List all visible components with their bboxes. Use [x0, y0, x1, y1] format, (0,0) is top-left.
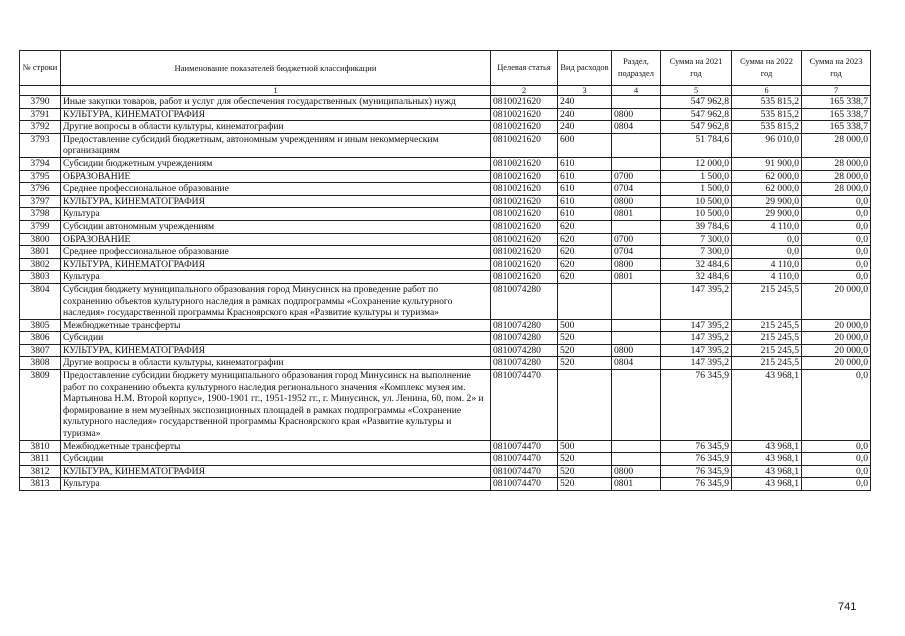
- col-header-sum-2021: Сумма на 2021 год: [661, 51, 732, 86]
- sum-2023: 0,0: [802, 465, 871, 478]
- row-number: 3807: [20, 344, 61, 357]
- expense-type: 610: [558, 208, 612, 221]
- row-number: 3808: [20, 357, 61, 370]
- section-subsection: [612, 283, 661, 319]
- sum-2023: 20 000,0: [802, 357, 871, 370]
- table-row: [20, 108, 871, 121]
- table-row: [20, 453, 871, 466]
- sum-2022: 62 000,0: [732, 183, 802, 196]
- expense-type: 620: [558, 246, 612, 259]
- expense-type: [558, 283, 612, 319]
- row-number: 3797: [20, 195, 61, 208]
- expense-type: 520: [558, 332, 612, 345]
- sum-2022: 215 245,5: [732, 319, 802, 332]
- section-subsection: 0800: [612, 465, 661, 478]
- row-number: 3800: [20, 233, 61, 246]
- sum-2021: 76 345,9: [661, 478, 732, 491]
- target-article: 0810021620: [491, 133, 558, 157]
- col-header-sum-2023: Сумма на 2023 год: [802, 51, 871, 86]
- indicator-name: ОБРАЗОВАНИЕ: [61, 170, 491, 183]
- table-row: [20, 121, 871, 134]
- sum-2022: 0,0: [732, 246, 802, 259]
- sum-2022: 62 000,0: [732, 170, 802, 183]
- table-row: [20, 332, 871, 345]
- col-header-row-no: № строки: [20, 51, 61, 86]
- target-article: 0810021620: [491, 170, 558, 183]
- row-number: 3811: [20, 453, 61, 466]
- target-article: 0810021620: [491, 157, 558, 170]
- sum-2022: 43 968,1: [732, 440, 802, 453]
- table-row: [20, 258, 871, 271]
- target-article: 0810021620: [491, 96, 558, 109]
- table-row: [20, 170, 871, 183]
- indicator-name: Среднее профессиональное образование: [61, 183, 491, 196]
- expense-type: [558, 370, 612, 441]
- row-number: 3791: [20, 108, 61, 121]
- row-number: 3802: [20, 258, 61, 271]
- sum-2022: 29 900,0: [732, 195, 802, 208]
- section-subsection: 0800: [612, 108, 661, 121]
- target-article: 0810074280: [491, 344, 558, 357]
- sum-2022: 4 110,0: [732, 258, 802, 271]
- sum-2021: 147 395,2: [661, 357, 732, 370]
- column-number: 4: [612, 86, 661, 96]
- row-number: 3805: [20, 319, 61, 332]
- section-subsection: [612, 319, 661, 332]
- target-article: 0810074280: [491, 319, 558, 332]
- sum-2023: 28 000,0: [802, 133, 871, 157]
- target-article: 0810021620: [491, 258, 558, 271]
- row-number: 3801: [20, 246, 61, 259]
- sum-2023: 28 000,0: [802, 157, 871, 170]
- row-number: 3792: [20, 121, 61, 134]
- indicator-name: Культура: [61, 478, 491, 491]
- section-subsection: [612, 453, 661, 466]
- target-article: 0810074280: [491, 283, 558, 319]
- sum-2023: 28 000,0: [802, 183, 871, 196]
- expense-type: 620: [558, 271, 612, 284]
- expense-type: 240: [558, 108, 612, 121]
- sum-2022: 215 245,5: [732, 357, 802, 370]
- sum-2021: 147 395,2: [661, 319, 732, 332]
- sum-2021: 76 345,9: [661, 370, 732, 441]
- sum-2021: 39 784,6: [661, 220, 732, 233]
- target-article: 0810074280: [491, 332, 558, 345]
- table-row: [20, 370, 871, 441]
- table-row: [20, 233, 871, 246]
- expense-type: 240: [558, 96, 612, 109]
- target-article: 0810021620: [491, 195, 558, 208]
- row-number: 3812: [20, 465, 61, 478]
- table-row: [20, 271, 871, 284]
- indicator-name: Среднее профессиональное образование: [61, 246, 491, 259]
- sum-2023: 20 000,0: [802, 344, 871, 357]
- target-article: 0810021620: [491, 233, 558, 246]
- indicator-name: Культура: [61, 208, 491, 221]
- section-subsection: 0801: [612, 478, 661, 491]
- indicator-name: Межбюджетные трансферты: [61, 319, 491, 332]
- expense-type: 620: [558, 220, 612, 233]
- target-article: 0810021620: [491, 220, 558, 233]
- sum-2023: 28 000,0: [802, 170, 871, 183]
- table-row: [20, 208, 871, 221]
- indicator-name: ОБРАЗОВАНИЕ: [61, 233, 491, 246]
- sum-2021: 547 962,8: [661, 121, 732, 134]
- expense-type: 610: [558, 195, 612, 208]
- row-number: 3809: [20, 370, 61, 441]
- column-number: 6: [732, 86, 802, 96]
- row-number: 3806: [20, 332, 61, 345]
- expense-type: 240: [558, 121, 612, 134]
- sum-2021: 10 500,0: [661, 195, 732, 208]
- sum-2023: 0,0: [802, 208, 871, 221]
- sum-2021: 1 500,0: [661, 183, 732, 196]
- sum-2021: 76 345,9: [661, 440, 732, 453]
- target-article: 0810021620: [491, 271, 558, 284]
- sum-2023: 165 338,7: [802, 96, 871, 109]
- sum-2021: 7 300,0: [661, 233, 732, 246]
- target-article: 0810074470: [491, 465, 558, 478]
- sum-2021: 32 484,6: [661, 271, 732, 284]
- indicator-name: Другие вопросы в области культуры, кинематографии: [61, 357, 491, 370]
- row-number: 3790: [20, 96, 61, 109]
- indicator-name: КУЛЬТУРА, КИНЕМАТОГРАФИЯ: [61, 465, 491, 478]
- table-row: [20, 246, 871, 259]
- sum-2023: 0,0: [802, 195, 871, 208]
- target-article: 0810021620: [491, 246, 558, 259]
- indicator-name: Культура: [61, 271, 491, 284]
- indicator-name: Предоставление субсидии бюджету муниципального образования город Минусинск на выполнение работ по сохранению объекта культурного наследия регионального значения «Комплекс музея им. Мартьянова Н.М. Второй корпус», 1900-1901 гг., 1951-1952 гг., г. Минусинск, ул. Ленина, 60, пом. 2» и формирование в нем музейных экспозиционных площадей в рамках подпрограммы «Сохранение культурного наследия» государственной программы Красноярского края «Развитие культуры и туризма»: [61, 370, 491, 441]
- col-header-razd: Раздел, подраздел: [612, 51, 661, 86]
- section-subsection: 0800: [612, 258, 661, 271]
- sum-2023: 0,0: [802, 370, 871, 441]
- sum-2023: 0,0: [802, 271, 871, 284]
- row-number: 3813: [20, 478, 61, 491]
- page-number: 741: [838, 601, 857, 613]
- indicator-name: КУЛЬТУРА, КИНЕМАТОГРАФИЯ: [61, 344, 491, 357]
- sum-2022: 96 010,0: [732, 133, 802, 157]
- indicator-name: КУЛЬТУРА, КИНЕМАТОГРАФИЯ: [61, 108, 491, 121]
- target-article: 0810074470: [491, 478, 558, 491]
- sum-2022: 215 245,5: [732, 344, 802, 357]
- table-row: [20, 344, 871, 357]
- row-number: 3795: [20, 170, 61, 183]
- expense-type: 620: [558, 258, 612, 271]
- column-number: 3: [558, 86, 612, 96]
- section-subsection: [612, 370, 661, 441]
- section-subsection: [612, 157, 661, 170]
- sum-2022: 4 110,0: [732, 220, 802, 233]
- col-header-name: Наименование показателей бюджетной классификации: [61, 51, 491, 86]
- target-article: 0810021620: [491, 121, 558, 134]
- indicator-name: Субсидия бюджету муниципального образования город Минусинск на проведение работ по сохранению объектов культурного наследия в рамках подпрограммы «Сохранение культурного наследия» государственной программы Красноярского края «Развитие культуры и туризма»: [61, 283, 491, 319]
- expense-type: 500: [558, 319, 612, 332]
- sum-2022: 535 815,2: [732, 121, 802, 134]
- indicator-name: Субсидии: [61, 453, 491, 466]
- sum-2023: 0,0: [802, 440, 871, 453]
- sum-2022: 535 815,2: [732, 108, 802, 121]
- sum-2023: 20 000,0: [802, 319, 871, 332]
- expense-type: 520: [558, 357, 612, 370]
- target-article: 0810074470: [491, 440, 558, 453]
- table-row: [20, 195, 871, 208]
- column-number: 7: [802, 86, 871, 96]
- column-number-row: [20, 86, 871, 96]
- expense-type: 520: [558, 478, 612, 491]
- section-subsection: 0804: [612, 357, 661, 370]
- column-number: 5: [661, 86, 732, 96]
- indicator-name: Предоставление субсидий бюджетным, автономным учреждениям и иным некоммерческим организациям: [61, 133, 491, 157]
- sum-2023: 0,0: [802, 453, 871, 466]
- sum-2021: 147 395,2: [661, 344, 732, 357]
- row-number: 3804: [20, 283, 61, 319]
- row-number: 3803: [20, 271, 61, 284]
- indicator-name: КУЛЬТУРА, КИНЕМАТОГРАФИЯ: [61, 195, 491, 208]
- sum-2022: 43 968,1: [732, 453, 802, 466]
- col-header-code: Целевая статья: [491, 51, 558, 86]
- indicator-name: Субсидии бюджетным учреждениям: [61, 157, 491, 170]
- section-subsection: 0704: [612, 183, 661, 196]
- section-subsection: 0804: [612, 121, 661, 134]
- target-article: 0810074470: [491, 453, 558, 466]
- sum-2021: 147 395,2: [661, 283, 732, 319]
- sum-2022: 215 245,5: [732, 283, 802, 319]
- sum-2022: 0,0: [732, 233, 802, 246]
- section-subsection: [612, 133, 661, 157]
- section-subsection: [612, 96, 661, 109]
- col-header-vid: Вид расходов: [558, 51, 612, 86]
- sum-2023: 0,0: [802, 233, 871, 246]
- section-subsection: 0801: [612, 271, 661, 284]
- indicator-name: Субсидии: [61, 332, 491, 345]
- section-subsection: 0800: [612, 195, 661, 208]
- table-row: [20, 465, 871, 478]
- sum-2023: 0,0: [802, 246, 871, 259]
- sum-2023: 0,0: [802, 478, 871, 491]
- expense-type: 500: [558, 440, 612, 453]
- section-subsection: [612, 220, 661, 233]
- table-row: [20, 133, 871, 157]
- section-subsection: 0700: [612, 170, 661, 183]
- header-row: [20, 51, 871, 86]
- table-row: [20, 319, 871, 332]
- section-subsection: [612, 332, 661, 345]
- table-row: [20, 440, 871, 453]
- sum-2022: 43 968,1: [732, 478, 802, 491]
- sum-2021: 1 500,0: [661, 170, 732, 183]
- sum-2021: 76 345,9: [661, 453, 732, 466]
- sum-2022: 215 245,5: [732, 332, 802, 345]
- table-row: [20, 96, 871, 109]
- expense-type: 520: [558, 453, 612, 466]
- row-number: 3799: [20, 220, 61, 233]
- row-number: 3798: [20, 208, 61, 221]
- col-header-sum-2022: Сумма на 2022 год: [732, 51, 802, 86]
- sum-2021: 32 484,6: [661, 258, 732, 271]
- expense-type: 520: [558, 344, 612, 357]
- table-row: [20, 357, 871, 370]
- sum-2021: 10 500,0: [661, 208, 732, 221]
- sum-2021: 51 784,6: [661, 133, 732, 157]
- sum-2022: 29 900,0: [732, 208, 802, 221]
- expense-type: 610: [558, 157, 612, 170]
- indicator-name: Иные закупки товаров, работ и услуг для обеспечения государственных (муниципальных) нужд: [61, 96, 491, 109]
- table-row: [20, 478, 871, 491]
- sum-2023: 20 000,0: [802, 332, 871, 345]
- row-number: 3810: [20, 440, 61, 453]
- row-number: 3796: [20, 183, 61, 196]
- sum-2021: 7 300,0: [661, 246, 732, 259]
- section-subsection: 0801: [612, 208, 661, 221]
- sum-2022: 4 110,0: [732, 271, 802, 284]
- indicator-name: Межбюджетные трансферты: [61, 440, 491, 453]
- sum-2022: 43 968,1: [732, 370, 802, 441]
- sum-2022: 43 968,1: [732, 465, 802, 478]
- sum-2021: 76 345,9: [661, 465, 732, 478]
- budget-table: [19, 50, 871, 491]
- table-row: [20, 220, 871, 233]
- expense-type: 610: [558, 170, 612, 183]
- table-row: [20, 157, 871, 170]
- sum-2021: 547 962,8: [661, 108, 732, 121]
- expense-type: 520: [558, 465, 612, 478]
- sum-2023: 0,0: [802, 258, 871, 271]
- indicator-name: Другие вопросы в области культуры, кинематографии: [61, 121, 491, 134]
- section-subsection: 0800: [612, 344, 661, 357]
- sum-2022: 535 815,2: [732, 96, 802, 109]
- sum-2023: 20 000,0: [802, 283, 871, 319]
- target-article: 0810074470: [491, 370, 558, 441]
- sum-2023: 0,0: [802, 220, 871, 233]
- target-article: 0810074280: [491, 357, 558, 370]
- target-article: 0810021620: [491, 208, 558, 221]
- indicator-name: Субсидии автономным учреждениям: [61, 220, 491, 233]
- expense-type: 600: [558, 133, 612, 157]
- expense-type: 610: [558, 183, 612, 196]
- row-number: 3793: [20, 133, 61, 157]
- table-row: [20, 283, 871, 319]
- indicator-name: КУЛЬТУРА, КИНЕМАТОГРАФИЯ: [61, 258, 491, 271]
- table-row: [20, 183, 871, 196]
- section-subsection: 0700: [612, 233, 661, 246]
- sum-2023: 165 338,7: [802, 121, 871, 134]
- target-article: 0810021620: [491, 183, 558, 196]
- column-number: 1: [61, 86, 491, 96]
- column-number: 2: [491, 86, 558, 96]
- sum-2021: 147 395,2: [661, 332, 732, 345]
- sum-2021: 547 962,8: [661, 96, 732, 109]
- sum-2022: 91 900,0: [732, 157, 802, 170]
- sum-2023: 165 338,7: [802, 108, 871, 121]
- target-article: 0810021620: [491, 108, 558, 121]
- section-subsection: 0704: [612, 246, 661, 259]
- column-number: [20, 86, 61, 96]
- sum-2021: 12 000,0: [661, 157, 732, 170]
- expense-type: 620: [558, 233, 612, 246]
- row-number: 3794: [20, 157, 61, 170]
- section-subsection: [612, 440, 661, 453]
- table-body: [20, 96, 871, 491]
